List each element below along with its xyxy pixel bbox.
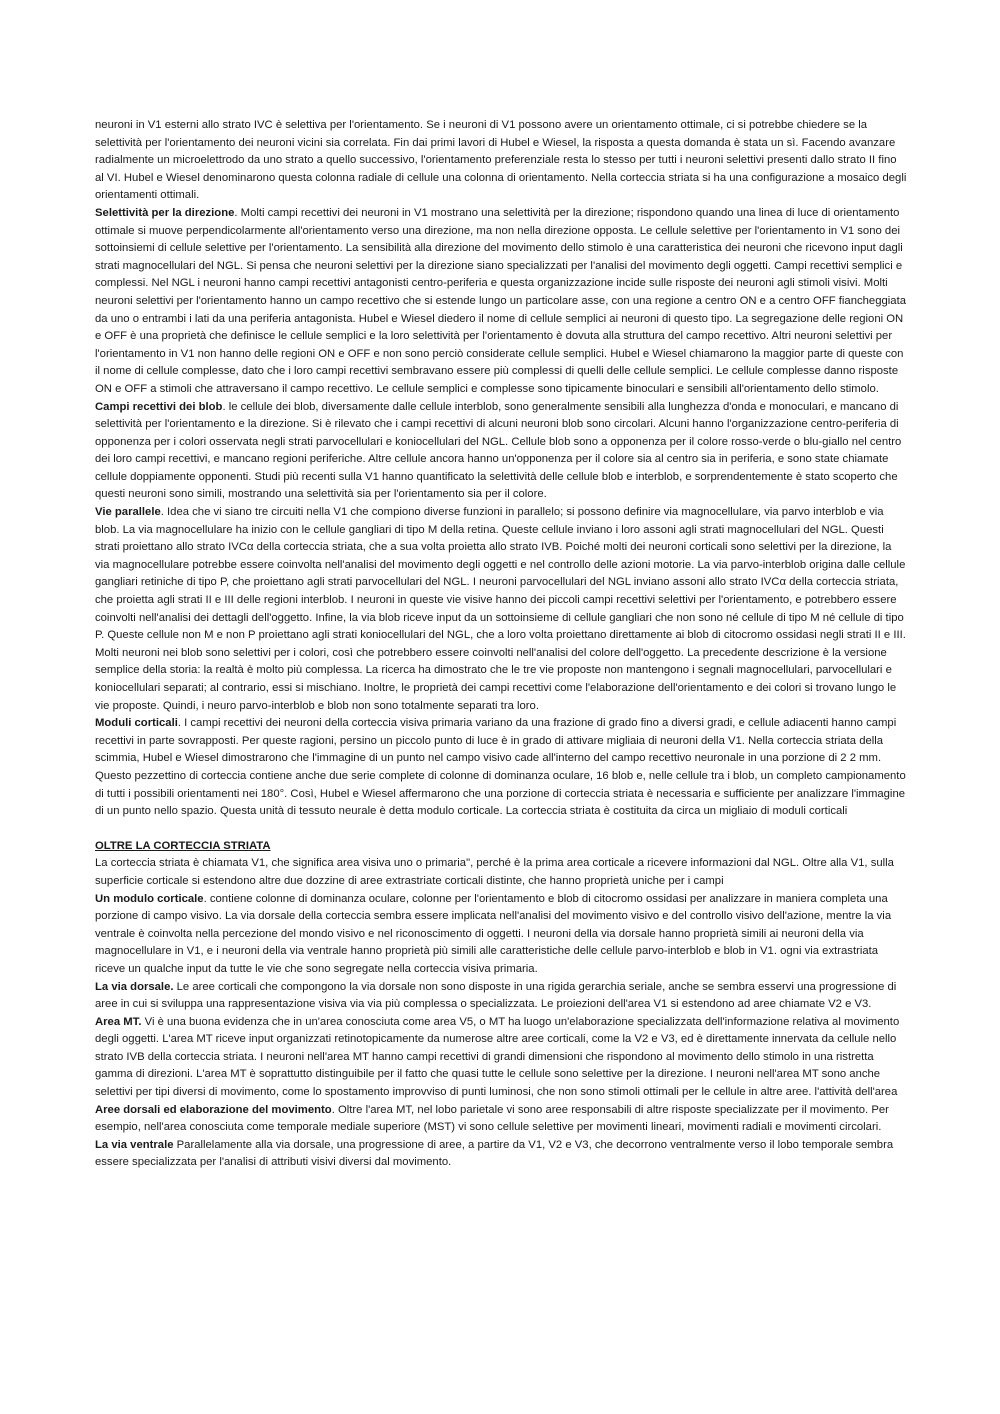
- paragraph-blob-receptive-fields: [95, 399, 907, 505]
- paragraph-text: Le aree corticali che compongono la via dorsale non sono disposte in una rigida gerarchia seriale, anche se sembra esservi una progressione di aree in cui si sviluppa una rappresentazione visiva via via più complessa o specializzata. Le proiezioni dell'area V1 si estendono ad aree chiamate V2 e V3.: [95, 980, 897, 1011]
- paragraph-ventral-pathway: [95, 1137, 907, 1172]
- paragraph-dorsal-pathway: [95, 979, 907, 1014]
- paragraph-dorsal-areas-motion: [95, 1102, 907, 1137]
- document-page: [95, 117, 907, 1172]
- paragraph-title: Vie parallele: [95, 506, 161, 519]
- paragraph-title: La via ventrale: [95, 1138, 174, 1151]
- paragraph-text: . Idea che vi siano tre circuiti nella V1 che compiono diverse funzioni in parallelo; si possono definire via magnocellulare, via parvo interblob e via blob. La via magnocellulare ha inizio con le cellule gangliari di tipo M della retina. Queste cellule inviano i loro assoni agli strati magnocellulari del NGL. Questi strati proiettano allo strato IVCα della corteccia striata, che a sua volta proietta allo strato IVB. Poiché molti dei neuroni corticali sono selettivi per la direzione, la via magnocellulare potrebbe essere coinvolta nell'analisi del movimento degli oggetti e nel controllo delle azioni motorie. La via parvo-interblob origina dalle cellule gangliari retiniche di tipo P, che proiettano agli strati parvocellulari del NGL. I neuroni parvocellulari del NGL inviano assoni allo strato IVCα della corteccia striata, che proietta agli strati II e III delle regioni interblob. I neuroni in queste vie visive hanno dei piccoli campi recettivi selettivi per l'orientamento, e potrebbero essere coinvolti nell'analisi dei dettagli dell'oggetto. Infine, la via blob riceve input da un sottoinsieme di cellule gangliari che non sono né cellule di tipo M né cellule di tipo P. Queste cellule non M e non P proiettano agli strati koniocellulari del NGL, che a loro volta proiettano direttamente ai blob di citocromo ossidasi negli strati II e III. Molti neuroni nei blob sono selettivi per i colori, così che potrebbero essere coinvolti nell'analisi del colore dell'oggetto. La precedente descrizione è la versione semplice della storia: la realtà è molto più complessa. La ricerca ha dimostrato che le tre vie proposte non mantengono i segnali magnocellulari, parvocellulari e koniocellulari separati; al contrario, essi si mischiano. Inoltre, le proprietà dei campi recettivi come l'elaborazione dell'orientamento e dei colori si trovano lungo le vie proposte. Quindi, i neuro parvo-interblob e blob non sono totalmente separati tra loro.: [95, 506, 906, 712]
- paragraph-cortical-modules: [95, 715, 907, 821]
- paragraph-parallel-pathways: [95, 504, 907, 715]
- paragraph-text: . I campi recettivi dei neuroni della corteccia visiva primaria variano da una frazione di grado fino a diversi gradi, e cellule adiacenti hanno campi recettivi in parte sovrapposti. Per queste ragioni, persino un piccolo punto di luce è in grado di attivare migliaia di neuroni della V1. Nella corteccia striata della scimmia, Hubel e Wiesel dimostrarono che l'immagine di un punto nel campo visivo cade all'interno del campo recettivo neuronale in una porzione di 2 2 mm. Questo pezzettino di corteccia contiene anche due serie complete di colonne di dominanza oculare, 16 blob e, nelle cellule tra i blob, un completo campionamento di tutti i possibili orientamenti nei 180°. Così, Hubel e Wiesel affermarono che una porzione di corteccia striata è necessaria e sufficiente per analizzare l'immagine di un punto nello spazio. Questa unità di tessuto neurale è detta modulo corticale. La corteccia striata è costituita da circa un migliaio di moduli corticali: [95, 717, 906, 818]
- paragraph-text: neuroni in V1 esterni allo strato IVC è selettiva per l'orientamento. Se i neuroni di V1 possono avere un orientamento ottimale, ci si potrebbe chiedere se la selettività per l'orientamento dei neuroni vicini sia correlata. Fin dai primi lavori di Hubel e Wiesel, la risposta a questa domanda è stata un sì. Facendo avanzare radialmente un microelettrodo da uno strato a quello successivo, l'orientamento preferenziale resta lo stesso per tutti i neuroni selettivi presenti dallo strato II fino al VI. Hubel e Wiesel denominarono questa colonna radiale di cellule una colonna di orientamento. Nella corteccia striata si ha una configurazione a mosaico degli orientamenti ottimali.: [95, 119, 907, 202]
- paragraph-title: La via dorsale.: [95, 980, 174, 993]
- paragraph-title: Selettività per la direzione: [95, 206, 235, 219]
- paragraph-text: La corteccia striata è chiamata V1, che significa area visiva uno o primaria", perché è la prima area corticale a ricevere informazioni dal NGL. Oltre alla V1, sulla superficie corticale si estendono altre due dozzine di aree extrastriate corticali distinte, che hanno proprietà uniche per i campi: [95, 857, 894, 887]
- paragraph-title: Area MT.: [95, 1015, 142, 1028]
- paragraph-title: Moduli corticali: [95, 717, 178, 730]
- paragraph-title: Aree dorsali ed elaborazione del movimento: [95, 1103, 332, 1116]
- paragraph-text: . le cellule dei blob, diversamente dalle cellule interblob, sono generalmente sensibili alla lunghezza d'onda e monoculari, e mancano di selettività per l'orientamento e la direzione. Si è rilevato che i campi recettivi di alcuni neuroni blob sono circolari. Alcuni hanno l'organizzazione centro-periferia di opponenza per i colori osservata negli strati parvocellulari e koniocellulari del NGL. Cellule blob sono a opponenza per il colore rosso-verde o blu-giallo nel centro dei loro campi recettivi, e mancano regioni periferiche. Altre cellule ancora hanno un'opponenza per il colore sia al centro sia in periferia, e sono state chiamate cellule doppiamente opponenti. Studi più recenti sulla V1 hanno quantificato la selettività delle cellule blob e interblob, e sorprendentemente è stato scoperto che questi neuroni sono simili, mostrando una selettività sia per l'orientamento sia per il colore.: [95, 400, 902, 501]
- paragraph-title: Campi recettivi dei blob: [95, 400, 223, 413]
- paragraph-title: Un modulo corticale: [95, 892, 204, 905]
- paragraph-beyond-striate-intro: [95, 855, 907, 890]
- paragraph-cortical-module: [95, 891, 907, 979]
- paragraph-orientation-columns: [95, 117, 907, 205]
- paragraph-text: Vi è una buona evidenza che in un'area conosciuta come area V5, o MT ha luogo un'elaborazione specializzata dell'informazione relativa al movimento degli oggetti. L'area MT riceve input organizzati retinotopicamente da numerose altre aree corticali, come la V2 e V3, ed è direttamente innervata da cellule nello strato IVB della corteccia striata. I neuroni nell'area MT hanno campi recettivi di grandi dimensioni che rispondono al movimento dello stimolo in una ristretta gamma di direzioni. L'area MT è soprattutto distinguibile per il fatto che quasi tutte le cellule sono selettive per la direzione. I neuroni nell'area MT sono anche selettivi per tipi diversi di movimento, come lo spostamento improvviso di punti luminosi, che non sono stimoli ottimali per le cellule in altre aree. l'attività dell'area: [95, 1015, 900, 1099]
- paragraph-spacer: [95, 821, 907, 838]
- paragraph-text: . Molti campi recettivi dei neuroni in V1 mostrano una selettività per la direzione; rispondono quando una linea di luce di orientamento ottimale si muove perpendicolarmente all'orientamento verso una direzione, ma non nella direzione opposta. Le cellule selettive per l'orientamento in V1 sono dei sottoinsiemi di cellule selettive per l'orientamento. La sensibilità alla direzione del movimento dello stimolo è una caratteristica dei neuroni che ricevono input dagli strati magnocellulari del NGL. Si pensa che neuroni selettivi per la direzione siano specializzati per l'analisi del movimento degli oggetti. Campi recettivi semplici e complessi. Nel NGL i neuroni hanno campi recettivi antagonisti centro-periferia e questa organizzazione incide sulle risposte dei neuroni agli stimoli visivi. Molti neuroni selettivi per l'orientamento hanno un campo recettivo che si estende lungo un particolare asse, con una regione a centro ON e a centro OFF fiancheggiata da uno o entrambi i lati da una periferia antagonista. Hubel e Wiesel diedero il nome di cellule semplici ai neuroni di questo tipo. La segregazione delle regioni ON e OFF è una proprietà che definisce le cellule semplici e la loro selettività per l'orientamento è dovuta alla struttura del campo recettivo. Altri neuroni selettivi per l'orientamento in V1 non hanno delle regioni ON e OFF e non sono perciò considerate cellule semplici. Hubel e Wiesel chiamarono la maggior parte di queste con il nome di cellule complesse, dato che i loro campi recettivi sembravano essere più complessi di quelli delle cellule semplici. Le cellule complesse danno risposte ON e OFF a stimoli che attraversano il campo recettivo. Le cellule semplici e complesse sono tipicamente binoculari e sensibili all'orientamento dello stimolo.: [95, 206, 906, 395]
- paragraph-text: Parallelamente alla via dorsale, una progressione di aree, a partire da V1, V2 e V3, che decorrono ventralmente verso il lobo temporale sembra essere specializzata per l'analisi di attributi visivi diversi dal movimento.: [95, 1138, 894, 1169]
- paragraph-text: . contiene colonne di dominanza oculare, colonne per l'orientamento e blob di citocromo ossidasi per analizzare in maniera completa una porzione di campo visivo. La via dorsale della corteccia sembra essere implicata nell'analisi del movimento visivo e del controllo visivo dell'azione, mentre la via ventrale è coinvolta nella percezione del mondo visivo e nel riconoscimento di oggetti. I neuroni della via dorsale hanno proprietà simili ai neuroni della via magnocellulare in V1, e i neuroni della via ventrale hanno proprietà più simili alle caratteristiche delle cellule parvo-interblob e blob in V1. ogni via extrastriata riceve un qualche input da tutte le vie che sono segregate nella corteccia visiva primaria.: [95, 892, 892, 975]
- paragraph-direction-selectivity: [95, 205, 907, 399]
- paragraph-area-mt: [95, 1014, 907, 1102]
- section-heading-beyond-striate-cortex: OLTRE LA CORTECCIA STRIATA: [95, 839, 271, 852]
- paragraph-text: . Oltre l'area MT, nel lobo parietale vi sono aree responsabili di altre risposte specializzate per il movimento. Per esempio, nell'area conosciuta come temporale mediale superiore (MST) vi sono cellule selettive per movimenti lineari, movimenti radiali e movimenti circolari.: [95, 1103, 889, 1134]
